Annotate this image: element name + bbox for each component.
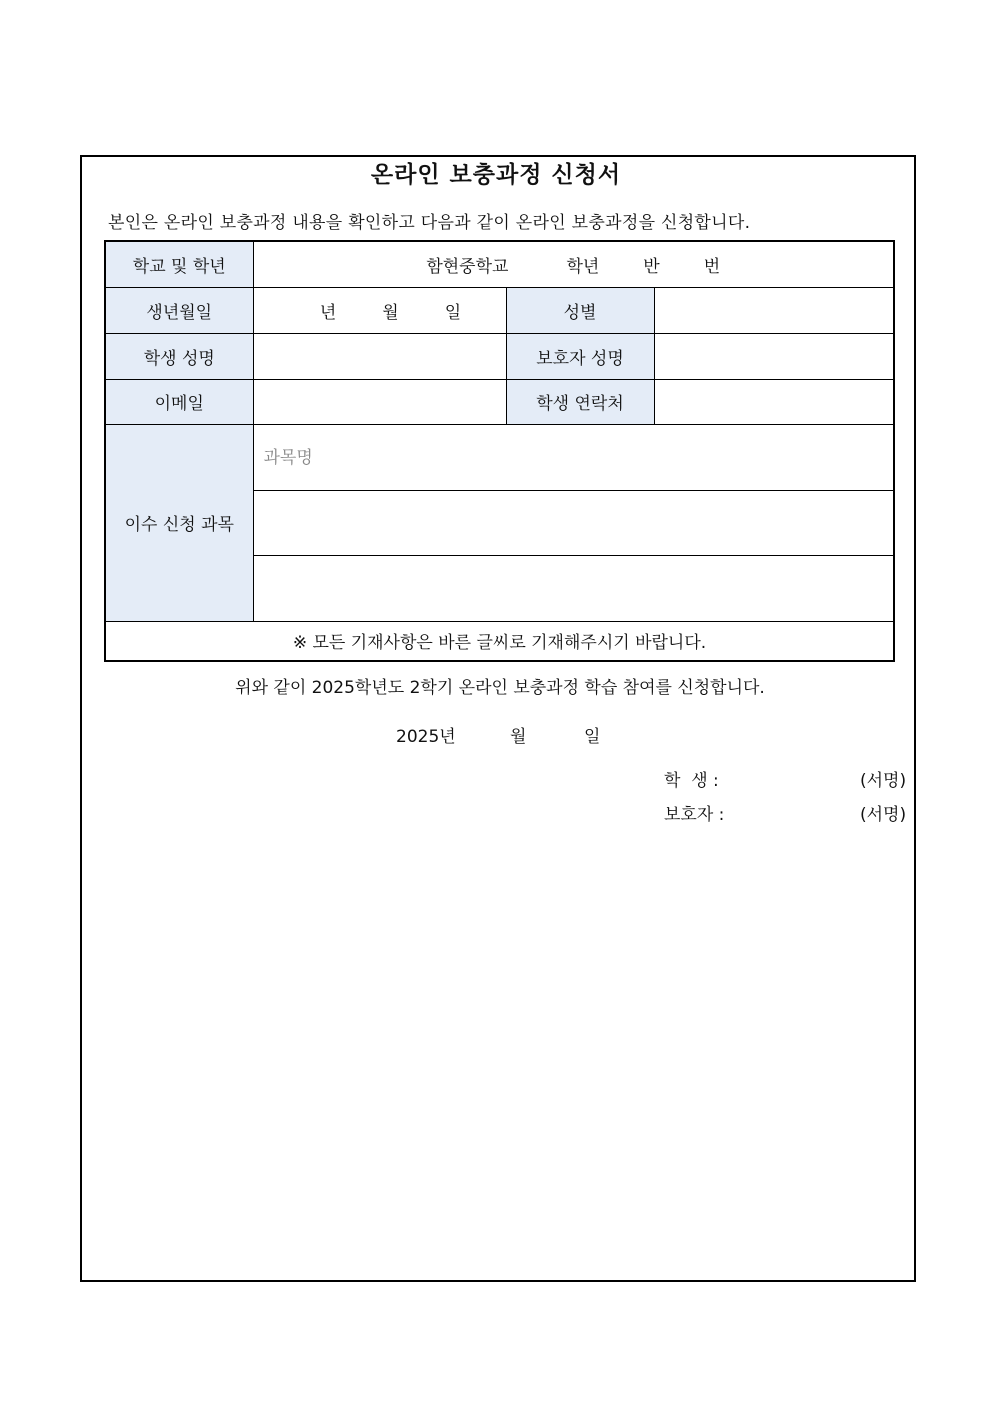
guardian-name-label: 보호자 성명 <box>506 333 654 379</box>
guardian-sign-label: 보호자 : <box>664 805 725 825</box>
name-row <box>105 333 894 379</box>
application-statement: 위와 같이 2025학년도 2학기 온라인 보충과정 학습 참여를 신청합니다. <box>235 678 765 698</box>
date-month: 월 <box>510 727 527 747</box>
school-field[interactable] <box>253 241 894 287</box>
date-day: 일 <box>584 727 601 747</box>
student-name-label: 학생 성명 <box>105 333 253 379</box>
birth-field[interactable] <box>253 287 506 333</box>
course-field-3[interactable] <box>253 555 894 621</box>
email-label: 이메일 <box>105 379 253 424</box>
student-name-field[interactable] <box>253 333 506 379</box>
class-unit: 반 <box>643 256 660 277</box>
student-sign-mark[interactable]: (서명) <box>860 771 907 791</box>
birth-row <box>105 287 894 333</box>
school-label: 학교 및 학년 <box>105 241 253 287</box>
year-unit: 년 <box>319 302 337 323</box>
school-row <box>105 241 894 287</box>
gender-label: 성별 <box>506 287 654 333</box>
day-unit: 일 <box>444 302 462 323</box>
course-field-1[interactable]: 과목명 <box>253 424 894 490</box>
grade-unit: 학년 <box>566 256 600 277</box>
email-field[interactable] <box>253 379 506 424</box>
gender-field[interactable] <box>654 287 894 333</box>
note-row <box>105 621 894 661</box>
guardian-name-field[interactable] <box>654 333 894 379</box>
course-field-2[interactable] <box>253 490 894 555</box>
form-note: ※ 모든 기재사항은 바른 글씨로 기재해주시기 바랍니다. <box>105 621 894 661</box>
date-year: 2025년 <box>396 727 456 747</box>
birth-label: 생년월일 <box>105 287 253 333</box>
month-unit: 월 <box>382 302 399 323</box>
intro-text: 본인은 온라인 보충과정 내용을 확인하고 다음과 같이 온라인 보충과정을 신청합니다. <box>108 213 751 233</box>
number-unit: 번 <box>703 256 721 277</box>
student-sign-label: 학 생 : <box>664 771 719 791</box>
student-contact-label: 학생 연락처 <box>506 379 654 424</box>
form-title: 온라인 보충과정 신청서 <box>370 162 622 188</box>
contact-row <box>105 379 894 424</box>
application-table <box>104 240 895 662</box>
course-label: 이수 신청 과목 <box>105 424 253 621</box>
course-row-1 <box>105 424 894 490</box>
student-contact-field[interactable] <box>654 379 894 424</box>
school-name: 함현중학교 <box>426 256 509 277</box>
guardian-sign-mark[interactable]: (서명) <box>860 805 907 825</box>
